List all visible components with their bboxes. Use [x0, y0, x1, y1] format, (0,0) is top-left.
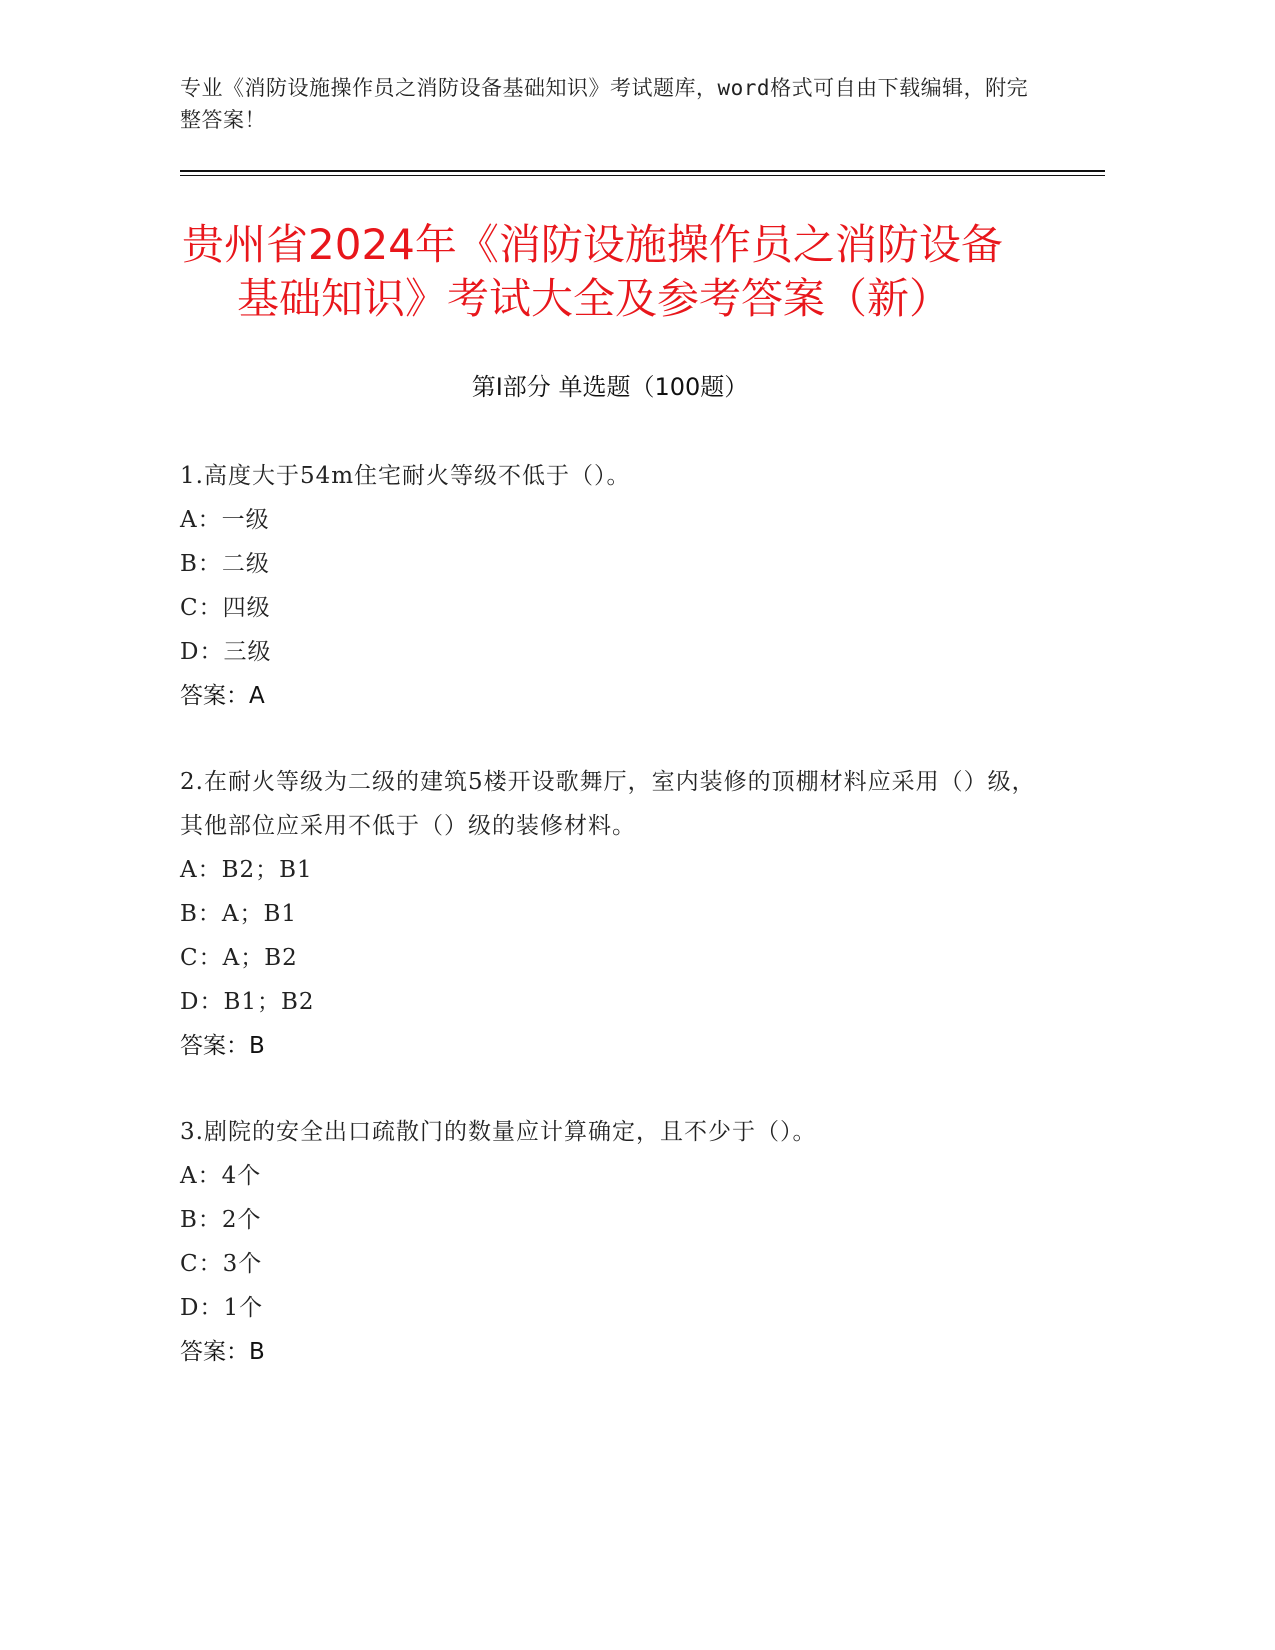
document-title-line1: 贵州省2024年《消防设施操作员之消防设备 — [182, 220, 1003, 269]
option-a: A：B2；B1 — [180, 857, 313, 883]
answer: 答案：A — [180, 683, 265, 709]
header-note: 专业《消防设施操作员之消防设备基础知识》考试题库，word格式可自由下载编辑，附完整答案！ — [180, 76, 1029, 132]
header-rule-thick — [180, 170, 1105, 172]
document-title — [180, 218, 1105, 326]
option-d: D：三级 — [180, 639, 272, 665]
option-b: B：二级 — [180, 551, 270, 577]
document-title-line2: 基础知识》考试大全及参考答案（新） — [237, 274, 952, 323]
option-c: C：四级 — [180, 595, 271, 621]
option-a: A：一级 — [180, 507, 270, 533]
section-title: 第I部分 单选题（100题） — [471, 373, 749, 401]
answer: 答案：B — [180, 1033, 265, 1059]
option-b: B：A；B1 — [180, 901, 298, 927]
option-a: A：4个 — [180, 1163, 262, 1189]
header-rule-thin — [180, 175, 1105, 176]
question-stem: 1.高度大于54m住宅耐火等级不低于（）。 — [180, 463, 631, 489]
question-1 — [180, 454, 1040, 718]
question-2 — [180, 760, 1040, 1068]
option-d: D：1个 — [180, 1295, 264, 1321]
option-b: B：2个 — [180, 1207, 262, 1233]
question-stem: 3.剧院的安全出口疏散门的数量应计算确定，且不少于（）。 — [180, 1119, 817, 1145]
option-c: C：3个 — [180, 1251, 263, 1277]
answer: 答案：B — [180, 1339, 265, 1365]
option-c: C：A；B2 — [180, 945, 298, 971]
question-list — [180, 454, 1040, 1416]
question-stem: 2.在耐火等级为二级的建筑5楼开设歌舞厅，室内装修的顶棚材料应采用（）级，其他部位应采用不低于（）级的装修材料。 — [180, 769, 1036, 839]
option-d: D：B1；B2 — [180, 989, 315, 1015]
question-3 — [180, 1110, 1040, 1374]
